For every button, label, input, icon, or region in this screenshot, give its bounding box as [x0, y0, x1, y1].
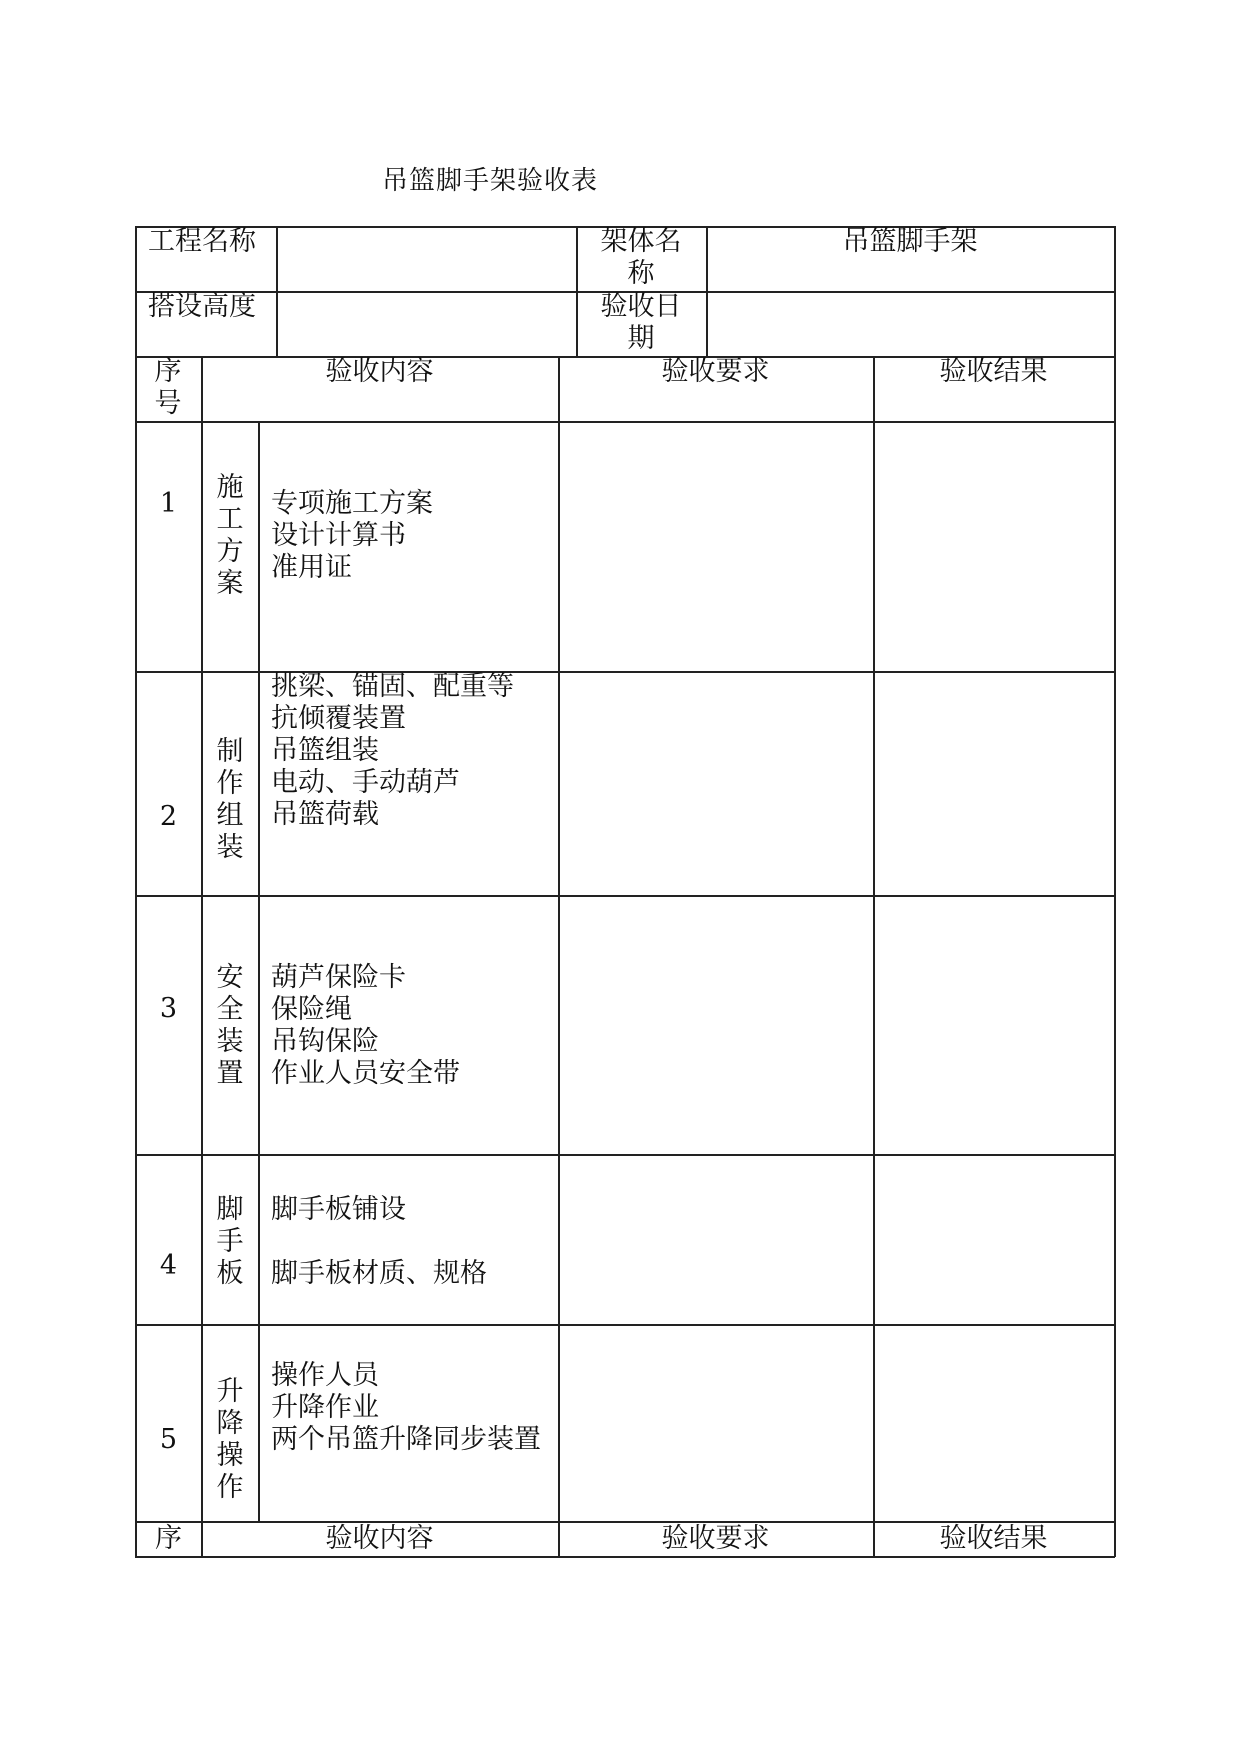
- row-1-items: 专项施工方案 设计计算书 准用证: [271, 488, 433, 583]
- header-content: 验收内容: [325, 356, 434, 387]
- header-requirement: 验收要求: [661, 356, 770, 387]
- row-3-seq: 3: [159, 993, 178, 1024]
- row-2-category: 制作组装: [216, 736, 244, 863]
- table-divider: [873, 356, 875, 1556]
- header-seq: 序号: [154, 356, 182, 419]
- row-2-items: 挑梁、锚固、配重等 抗倾覆装置 吊篮组装 电动、手动葫芦 吊篮荷载: [271, 671, 514, 830]
- row-4-items: 脚手板铺设 脚手板材质、规格: [271, 1194, 487, 1289]
- row-2-seq: 2: [159, 801, 178, 832]
- row-5-category: 升降操作: [216, 1376, 244, 1503]
- row-3-category: 安全装置: [216, 962, 244, 1089]
- frame-name-value: 吊篮脚手架: [842, 226, 978, 257]
- row-4-seq: 4: [159, 1250, 178, 1281]
- table-border-left: [135, 226, 137, 1557]
- row-1-category: 施工方案: [216, 472, 244, 599]
- footer-seq: 序: [155, 1523, 182, 1554]
- row-4-category: 脚手板: [216, 1194, 244, 1289]
- table-divider: [558, 356, 560, 1556]
- table-divider: [201, 356, 203, 1556]
- row-5-items: 操作人员 升降作业 两个吊篮升降同步装置: [271, 1360, 541, 1455]
- row-1-seq: 1: [159, 488, 178, 519]
- table-divider: [258, 421, 260, 1521]
- table-border-bottom: [135, 1556, 1115, 1558]
- frame-name-label: 架体名称: [600, 226, 682, 289]
- height-label: 搭设高度: [148, 291, 256, 322]
- table-divider: [135, 895, 1115, 897]
- table-border-right: [1114, 226, 1116, 1557]
- footer-requirement: 验收要求: [661, 1523, 770, 1554]
- document-title: 吊篮脚手架验收表: [382, 166, 599, 196]
- table-divider: [135, 1154, 1115, 1156]
- table-divider: [135, 421, 1115, 423]
- footer-result: 验收结果: [939, 1523, 1048, 1554]
- header-result: 验收结果: [939, 356, 1048, 387]
- date-label: 验收日期: [600, 291, 682, 354]
- row-3-items: 葫芦保险卡 保险绳 吊钩保险 作业人员安全带: [271, 962, 460, 1089]
- row-5-seq: 5: [159, 1424, 178, 1455]
- table-divider: [276, 226, 278, 356]
- project-name-label: 工程名称: [148, 226, 256, 257]
- table-divider: [576, 226, 578, 356]
- footer-content: 验收内容: [325, 1523, 434, 1554]
- table-divider: [135, 1324, 1115, 1326]
